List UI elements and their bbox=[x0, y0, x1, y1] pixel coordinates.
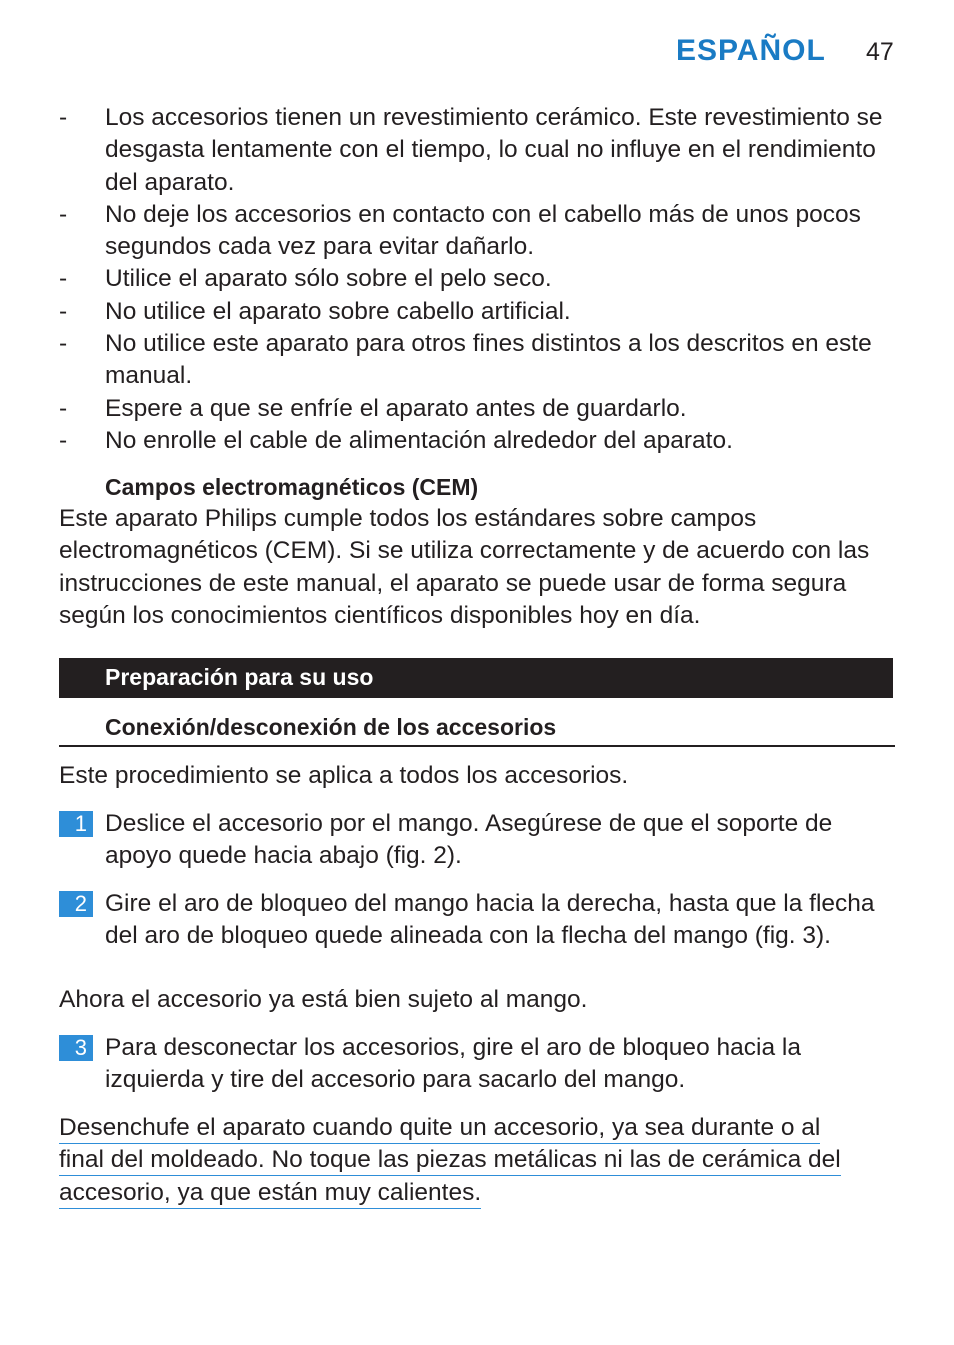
procedure-intro: Este procedimiento se aplica a todos los accesorios. bbox=[59, 762, 629, 789]
list-item bbox=[59, 296, 899, 328]
precautions-list bbox=[59, 102, 899, 457]
list-item bbox=[59, 102, 899, 199]
step-1 bbox=[59, 808, 895, 873]
bullet-dash: - bbox=[59, 426, 68, 454]
step-text: Gire el aro de bloqueo del mango hacia la derecha, hasta que la flecha del aro de bloqueo quede alineada con la flecha del mango (fig. 3). bbox=[105, 890, 875, 950]
step-2 bbox=[59, 888, 895, 953]
bullet-dash: - bbox=[59, 265, 68, 293]
step-number-badge: 3 bbox=[59, 1035, 93, 1061]
warning-line: accesorio, ya que están muy calientes. bbox=[59, 1177, 481, 1209]
emf-paragraph: Este aparato Philips cumple todos los estándares sobre campos electromagnéticos (CEM). Si se utiliza correctamente y de acuerdo con las instrucciones de este manual, el aparato se puede usar de forma segura según los conocimientos científicos disponibles hoy en día. bbox=[59, 505, 870, 629]
list-item bbox=[59, 328, 899, 393]
bullet-dash: - bbox=[59, 394, 68, 422]
step-number-badge: 1 bbox=[59, 811, 93, 837]
step-2-note: Ahora el accesorio ya está bien sujeto al mango. bbox=[59, 986, 588, 1013]
list-item-text: No deje los accesorios en contacto con el cabello más de unos pocos segundos cada vez para evitar dañarlo. bbox=[105, 200, 861, 261]
list-item bbox=[59, 425, 899, 457]
bullet-dash: - bbox=[59, 297, 68, 325]
step-text: Deslice el accesorio por el mango. Asegúrese de que el soporte de apoyo quede hacia abajo (fig. 2). bbox=[105, 810, 833, 870]
list-item bbox=[59, 263, 899, 295]
emf-heading: Campos electromagnéticos (CEM) bbox=[105, 474, 479, 500]
step-text: Para desconectar los accesorios, gire el aro de bloqueo hacia la izquierda y tire del accesorio para sacarlo del mango. bbox=[105, 1034, 801, 1094]
warning-note bbox=[59, 1112, 899, 1209]
warning-line: final del moldeado. No toque las piezas metálicas ni las de cerámica del bbox=[59, 1144, 841, 1176]
list-item bbox=[59, 199, 899, 264]
warning-line: Desenchufe el aparato cuando quite un accesorio, ya sea durante o al bbox=[59, 1112, 820, 1144]
section-title: Preparación para su uso bbox=[105, 664, 374, 690]
list-item-text: Utilice el aparato sólo sobre el pelo seco. bbox=[105, 265, 552, 293]
list-item bbox=[59, 393, 899, 425]
section-title-bar bbox=[59, 658, 893, 698]
step-number-badge: 2 bbox=[59, 891, 93, 917]
page-number: 47 bbox=[866, 38, 894, 66]
list-item-text: No utilice este aparato para otros fines distintos a los descritos en este manual. bbox=[105, 330, 872, 390]
step-3 bbox=[59, 1032, 895, 1097]
language-label: ESPAÑOL bbox=[676, 34, 826, 67]
list-item-text: Los accesorios tienen un revestimiento cerámico. Este revestimiento se desgasta lentamente con el tiempo, lo cual no influye en el rendimiento del aparato. bbox=[105, 104, 883, 196]
bullet-dash: - bbox=[59, 330, 68, 358]
subsection-divider bbox=[59, 745, 895, 747]
subsection-title: Conexión/desconexión de los accesorios bbox=[105, 714, 557, 740]
list-item-text: Espere a que se enfríe el aparato antes de guardarlo. bbox=[105, 394, 687, 422]
bullet-dash: - bbox=[59, 200, 68, 228]
bullet-dash: - bbox=[59, 104, 68, 131]
list-item-text: No enrolle el cable de alimentación alrededor del aparato. bbox=[105, 426, 733, 454]
list-item-text: No utilice el aparato sobre cabello artificial. bbox=[105, 297, 571, 325]
